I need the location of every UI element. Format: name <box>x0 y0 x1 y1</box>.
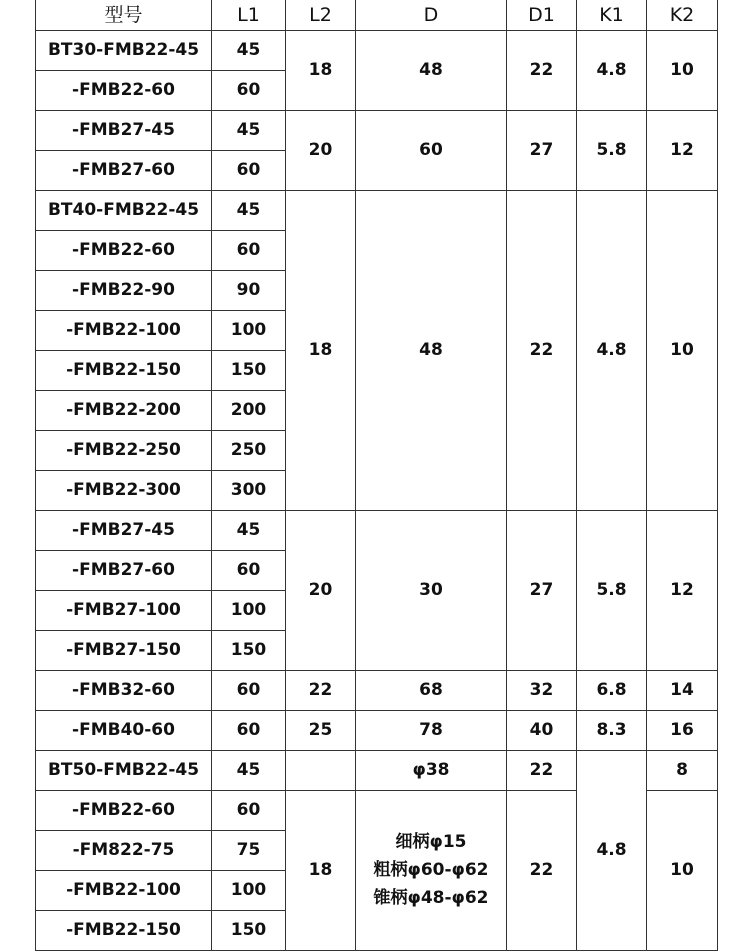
k2-cell: 10 <box>647 191 718 511</box>
model-cell: -FMB22-90 <box>36 271 212 311</box>
k1-cell: 5.8 <box>577 111 647 191</box>
l2-cell: 18 <box>286 191 356 511</box>
model-cell: -FM822-75 <box>36 831 212 871</box>
l2-cell: 18 <box>286 791 356 951</box>
k2-cell: 12 <box>647 111 718 191</box>
l2-cell <box>286 751 356 791</box>
l1-cell: 60 <box>212 71 286 111</box>
shank-thick-label: 粗柄φ60-φ62 <box>373 860 489 881</box>
model-cell: -FMB22-100 <box>36 311 212 351</box>
d1-cell: 22 <box>507 751 577 791</box>
model-cell: -FMB22-60 <box>36 231 212 271</box>
d-cell: 78 <box>356 711 507 751</box>
l1-cell: 75 <box>212 831 286 871</box>
k1-cell: 8.3 <box>577 711 647 751</box>
l2-cell: 20 <box>286 111 356 191</box>
d-cell: 60 <box>356 111 507 191</box>
l1-cell: 60 <box>212 791 286 831</box>
l1-cell: 150 <box>212 631 286 671</box>
k1-cell: 6.8 <box>577 671 647 711</box>
table-row <box>36 751 718 791</box>
d-cell: 30 <box>356 511 507 671</box>
shank-thin-label: 细柄φ15 <box>395 832 467 853</box>
l1-cell: 300 <box>212 471 286 511</box>
l2-cell: 20 <box>286 511 356 671</box>
model-cell: -FMB40-60 <box>36 711 212 751</box>
d1-cell: 22 <box>507 191 577 511</box>
table-row <box>36 671 718 711</box>
d-cell: 48 <box>356 31 507 111</box>
model-cell: BT30-FMB22-45 <box>36 31 212 71</box>
model-cell: -FMB27-100 <box>36 591 212 631</box>
model-cell: -FMB27-150 <box>36 631 212 671</box>
d1-cell: 27 <box>507 511 577 671</box>
model-cell: -FMB27-60 <box>36 551 212 591</box>
table-row <box>36 711 718 751</box>
l1-cell: 90 <box>212 271 286 311</box>
shank-taper-label: 锥柄φ48-φ62 <box>373 887 489 908</box>
l1-cell: 100 <box>212 871 286 911</box>
d-cell: 68 <box>356 671 507 711</box>
k2-cell: 8 <box>647 751 718 791</box>
l1-cell: 200 <box>212 391 286 431</box>
header-model: 型号 <box>36 0 212 31</box>
d-shank-cell <box>356 791 507 951</box>
table-row <box>36 111 718 151</box>
l1-cell: 45 <box>212 111 286 151</box>
l1-cell: 100 <box>212 311 286 351</box>
spec-table <box>35 0 718 951</box>
d1-cell: 22 <box>507 791 577 951</box>
model-cell: -FMB22-250 <box>36 431 212 471</box>
model-cell: -FMB32-60 <box>36 671 212 711</box>
l2-cell: 25 <box>286 711 356 751</box>
l1-cell: 60 <box>212 551 286 591</box>
l1-cell: 60 <box>212 151 286 191</box>
model-cell: -FMB22-150 <box>36 351 212 391</box>
header-k1: K1 <box>577 0 647 31</box>
model-cell: -FMB22-60 <box>36 71 212 111</box>
l1-cell: 45 <box>212 511 286 551</box>
k1-cell: 5.8 <box>577 511 647 671</box>
model-cell: -FMB22-200 <box>36 391 212 431</box>
k1-cell: 4.8 <box>577 31 647 111</box>
model-cell: -FMB22-300 <box>36 471 212 511</box>
k2-cell: 16 <box>647 711 718 751</box>
l1-cell: 60 <box>212 671 286 711</box>
table-row <box>36 511 718 551</box>
d1-cell: 40 <box>507 711 577 751</box>
model-cell: -FMB22-100 <box>36 871 212 911</box>
l1-cell: 45 <box>212 31 286 71</box>
l1-cell: 100 <box>212 591 286 631</box>
l1-cell: 45 <box>212 751 286 791</box>
header-row <box>36 0 718 31</box>
l1-cell: 250 <box>212 431 286 471</box>
k2-cell: 10 <box>647 791 718 951</box>
k1-cell: 4.8 <box>577 191 647 511</box>
model-cell: -FMB22-150 <box>36 911 212 951</box>
k2-cell: 12 <box>647 511 718 671</box>
l1-cell: 150 <box>212 911 286 951</box>
model-cell: BT40-FMB22-45 <box>36 191 212 231</box>
d1-cell: 27 <box>507 111 577 191</box>
model-cell: -FMB27-60 <box>36 151 212 191</box>
k1-cell: 4.8 <box>577 751 647 951</box>
l1-cell: 45 <box>212 191 286 231</box>
model-cell: BT50-FMB22-45 <box>36 751 212 791</box>
k2-cell: 14 <box>647 671 718 711</box>
model-cell: -FMB27-45 <box>36 111 212 151</box>
l1-cell: 60 <box>212 231 286 271</box>
d1-cell: 32 <box>507 671 577 711</box>
model-cell: -FMB22-60 <box>36 791 212 831</box>
l1-cell: 150 <box>212 351 286 391</box>
model-cell: -FMB27-45 <box>36 511 212 551</box>
l1-cell: 60 <box>212 711 286 751</box>
l2-cell: 22 <box>286 671 356 711</box>
header-l1: L1 <box>212 0 286 31</box>
d1-cell: 22 <box>507 31 577 111</box>
header-d: D <box>356 0 507 31</box>
l2-cell: 18 <box>286 31 356 111</box>
table-row <box>36 191 718 231</box>
k2-cell: 10 <box>647 31 718 111</box>
d-cell: φ38 <box>356 751 507 791</box>
d-cell: 48 <box>356 191 507 511</box>
header-k2: K2 <box>647 0 718 31</box>
header-d1: D1 <box>507 0 577 31</box>
table-row <box>36 31 718 71</box>
header-l2: L2 <box>286 0 356 31</box>
